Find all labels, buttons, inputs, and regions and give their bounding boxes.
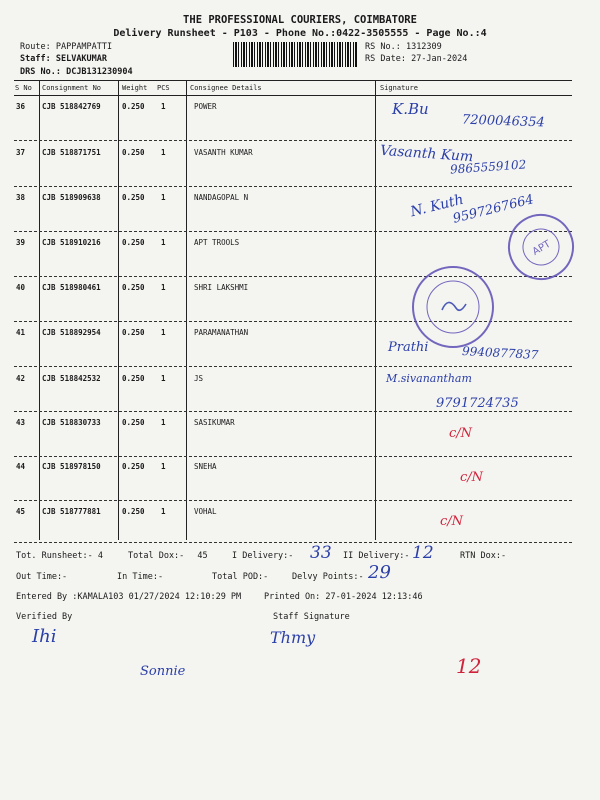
handwritten-phone: 9791724735: [436, 396, 519, 411]
row-consignee: SHRI LAKSHMI: [194, 283, 249, 292]
row-consignment: CJB 518910216: [42, 238, 101, 247]
col-consignment-header: Consignment No: [42, 84, 102, 92]
rs-date-line: [365, 54, 467, 64]
route-line: [20, 42, 112, 52]
row-consignment: CJB 518842532: [42, 374, 101, 383]
row-pcs: 1: [161, 193, 166, 202]
header-bottom-rule: [14, 95, 572, 96]
drs-line: [20, 67, 133, 77]
handwritten-name: N. Kuth: [408, 191, 466, 221]
row-weight: 0.250: [122, 283, 145, 292]
row-consignment: CJB 518842769: [42, 102, 101, 111]
row-consignee: APT TROOLS: [194, 238, 240, 247]
row-pcs: 1: [161, 507, 166, 516]
row-sno: 44: [16, 462, 26, 471]
company-stamp: [412, 266, 494, 348]
runsheet-title: Delivery Runsheet - P103 - Phone No.:0422-3505555 - Page No.:4: [113, 28, 487, 39]
row-weight: 0.250: [122, 238, 145, 247]
verified-by-label: Verified By: [16, 612, 73, 622]
row-consignment: CJB 518909638: [42, 193, 101, 202]
row-separator: [14, 140, 572, 141]
svg-text:APT: APT: [530, 238, 553, 258]
row-weight: 0.250: [122, 418, 145, 427]
handwritten-phone: 9940877837: [461, 344, 539, 362]
handwritten-name: Vasanth Kum: [379, 142, 474, 166]
row-weight: 0.250: [122, 462, 145, 471]
company-title: THE PROFESSIONAL COURIERS, COIMBATORE: [183, 14, 417, 26]
staff-value: SELVAKUMAR: [55, 54, 108, 64]
row-pcs: 1: [161, 374, 166, 383]
out-time-label: Out Time:-: [16, 572, 68, 582]
row-sno: 37: [16, 148, 26, 157]
col-divider: [375, 80, 376, 540]
row-pcs: 1: [161, 328, 166, 337]
row-consignee: VOHAL: [194, 507, 217, 516]
handwritten-phone: 7200046354: [461, 112, 545, 131]
col-divider: [118, 80, 119, 540]
col-signature-header: Signature: [380, 84, 418, 92]
staff-line: [20, 54, 107, 64]
table-top-rule: [14, 80, 572, 81]
verified-signature: Sonnie: [140, 664, 186, 679]
row-consignee: PARAMANATHAN: [194, 328, 249, 337]
rs-date-label: RS Date:: [365, 54, 406, 64]
entered-by: Entered By :KAMALA103 01/27/2024 12:10:29 PM: [16, 592, 242, 602]
rs-date-value: 27-Jan-2024: [411, 54, 468, 64]
company-stamp: [496, 202, 586, 292]
row-consignment: CJB 518777881: [42, 507, 101, 516]
delvy-points-label: Delvy Points:-: [292, 572, 364, 582]
row-sno: 39: [16, 238, 26, 247]
rs-no-line: [365, 42, 442, 52]
row-weight: 0.250: [122, 374, 145, 383]
i-delivery-label: I Delivery:-: [232, 551, 294, 561]
i-delivery-value: 33: [310, 543, 332, 563]
row-pcs: 1: [161, 238, 166, 247]
handwritten-name: Prathi: [388, 340, 429, 355]
handwritten-mark: c/N: [460, 470, 484, 485]
drs-value: DCJB131230904: [66, 67, 133, 77]
ii-delivery-value: 12: [412, 543, 434, 563]
handwritten-phone: 9597267664: [451, 192, 536, 227]
row-pcs: 1: [161, 462, 166, 471]
row-sno: 38: [16, 193, 26, 202]
row-consignee: SASIKUMAR: [194, 418, 235, 427]
row-weight: 0.250: [122, 328, 145, 337]
row-consignment: CJB 518980461: [42, 283, 101, 292]
col-consignee-header: Consignee Details: [190, 84, 262, 92]
row-separator: [14, 231, 572, 232]
table-bottom-rule: [14, 542, 572, 543]
row-separator: [14, 500, 572, 501]
col-weight-header: Weight: [122, 84, 148, 92]
row-weight: 0.250: [122, 507, 145, 516]
row-sno: 36: [16, 102, 26, 111]
row-sno: 41: [16, 328, 26, 337]
handwritten-mark: c/N: [449, 426, 473, 441]
row-pcs: 1: [161, 418, 166, 427]
row-consignee: NANDAGOPAL N: [194, 193, 249, 202]
col-sno-header: S No: [15, 84, 32, 92]
tot-runsheet: Tot. Runsheet:- 4: [16, 551, 104, 561]
row-separator: [14, 411, 572, 412]
col-divider: [39, 80, 40, 540]
total-pod-label: Total POD:-: [212, 572, 269, 582]
row-sno: 45: [16, 507, 26, 516]
row-sno: 40: [16, 283, 26, 292]
row-consignment: CJB 518830733: [42, 418, 101, 427]
route-label: Route:: [20, 42, 51, 52]
col-divider: [186, 80, 187, 540]
staff-label: Staff:: [20, 54, 51, 64]
row-consignment: CJB 518871751: [42, 148, 101, 157]
rs-no-value: 1312309: [405, 42, 442, 52]
row-consignment: CJB 518978150: [42, 462, 101, 471]
ii-delivery-label: II Delivery:-: [343, 551, 410, 561]
row-consignee: POWER: [194, 102, 217, 111]
row-consignee: JS: [194, 374, 204, 383]
row-consignment: CJB 518892954: [42, 328, 101, 337]
total-dox: Total Dox:- 45: [128, 551, 208, 561]
handwritten-name: M.sivanantham: [386, 372, 472, 385]
col-pcs-header: PCS: [157, 84, 170, 92]
row-pcs: 1: [161, 283, 166, 292]
handwritten-phone: 9865559102: [449, 157, 527, 177]
rtn-dox-label: RTN Dox:-: [460, 551, 507, 561]
row-consignee: SNEHA: [194, 462, 217, 471]
delvy-points-value: 29: [368, 562, 391, 583]
row-sno: 43: [16, 418, 26, 427]
corner-mark: 12: [456, 654, 482, 678]
rs-no-label: RS No.:: [365, 42, 401, 52]
row-separator: [14, 456, 572, 457]
row-consignee: VASANTH KUMAR: [194, 148, 253, 157]
drs-label: DRS No.:: [20, 67, 61, 77]
handwritten-name: K.Bu: [392, 100, 429, 118]
in-time-label: In Time:-: [117, 572, 164, 582]
printed-on: Printed On: 27-01-2024 12:13:46: [264, 592, 423, 602]
row-pcs: 1: [161, 102, 166, 111]
route-value: PAPPAMPATTI: [55, 42, 113, 52]
handwritten-mark: c/N: [440, 514, 464, 529]
row-separator: [14, 366, 572, 367]
row-weight: 0.250: [122, 148, 145, 157]
row-pcs: 1: [161, 148, 166, 157]
staff-signature-label: Staff Signature: [273, 612, 350, 622]
row-weight: 0.250: [122, 102, 145, 111]
barcode: [233, 42, 358, 67]
verified-initials: Ihi: [32, 626, 57, 647]
row-weight: 0.250: [122, 193, 145, 202]
row-sno: 42: [16, 374, 26, 383]
row-separator: [14, 186, 572, 187]
staff-signature: Thmy: [270, 628, 316, 647]
